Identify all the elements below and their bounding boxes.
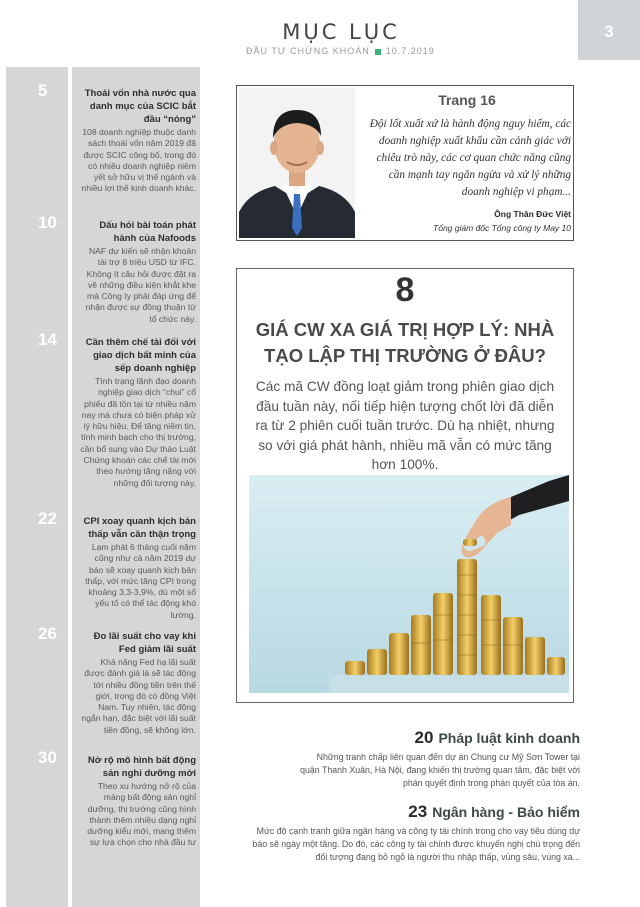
- article-heading[interactable]: [296, 728, 580, 748]
- cover-page-number: 8: [395, 271, 415, 309]
- green-square-icon: [375, 49, 381, 55]
- toc-description: Khả năng Fed hạ lãi suất được đánh giá là sẽ tác động tới nhiều đồng tiền trên thế giới, trong đó có đồng Việt Nam. Tuy nhiên, tác động ngắn hạn, đặc biệt với lãi suất tiền đồng, sẽ không lớn.: [81, 657, 196, 735]
- article-item[interactable]: [240, 802, 580, 864]
- toc-page-number: 10: [38, 213, 57, 232]
- cover-headline[interactable]: GIÁ CW XA GIÁ TRỊ HỢP LÝ: NHÀ TẠO LẬP THỊ TRƯỜNG Ở ĐÂU?: [255, 319, 555, 366]
- toc-title[interactable]: Cần thêm chế tài đối với giao dịch bất minh của sếp doanh nghiệp: [85, 337, 196, 374]
- cover-story-box[interactable]: [236, 268, 574, 703]
- toc-title[interactable]: Đo lãi suất cho vay khi Fed giảm lãi suất: [93, 631, 196, 655]
- featured-quote-box[interactable]: [236, 85, 574, 241]
- featured-page-label[interactable]: Trang 16: [438, 92, 496, 108]
- featured-person-role: Tổng giám đốc Tổng công ty May 10: [433, 223, 571, 233]
- toc-page-number: 14: [38, 330, 57, 349]
- article-section: Ngân hàng - Bảo hiểm: [432, 804, 580, 820]
- page-title: MỤC LỤC: [282, 20, 400, 44]
- article-heading[interactable]: [240, 802, 580, 822]
- publication-name: ĐẦU TƯ CHỨNG KHOÁN: [246, 46, 370, 56]
- page-number: 3: [578, 0, 640, 60]
- toc-page-number: 26: [38, 624, 57, 643]
- article-page-number: 20: [414, 728, 434, 747]
- article-description: Những tranh chấp liên quan đến dự án Chung cư Mỹ Sơn Tower tại quận Thanh Xuân, Hà Nội, đang khiến thị trường quan tâm, đặc biệt với phán quyết định trong phán quyết của tòa án.: [300, 752, 580, 788]
- sidebar-divider: [68, 67, 72, 907]
- featured-quote-text: Đội lốt xuất xứ là hành động nguy hiểm, các doanh nghiệp xuất khẩu cần cảnh giác với chiêu trò này, các cơ quan chức năng cũng cần mạnh tay ngăn ngừa và xử lý những doanh nghiệp vi phạm...: [369, 118, 571, 198]
- toc-title[interactable]: Thoái vốn nhà nước qua danh mục của SCIC bắt đầu “nóng”: [84, 88, 196, 125]
- toc-page-number: 30: [38, 748, 57, 767]
- toc-title[interactable]: CPI xoay quanh kịch bản thấp vẫn cần thận trọng: [83, 516, 196, 540]
- toc-description: NAF dự kiến sẽ nhận khoản tài trợ 8 triệu USD từ IFC. Không ít câu hỏi được đặt ra về những điều kiện khắt khe mà Công ty phải đáp ứng để nhận được sự đồng thuận từ tổ chức này.: [85, 246, 196, 324]
- toc-description: Lạm phát 6 tháng cuối năm cũng như cả năm 2019 dự báo sẽ xoay quanh kịch bản thấp, với mức tăng CPI trong khoảng 3,3-3,9%, dù một số yếu tố có thể tác động khó lường.: [85, 542, 196, 620]
- toc-description: 108 doanh nghiệp thuộc danh sách thoái vốn năm 2019 đã được SCIC công bố, trong đó có nhiều doanh nghiệp niêm yết sở hữu vị thế ngành và nhiều lợi thế kinh doanh khác.: [81, 127, 196, 194]
- toc-page-number: 22: [38, 509, 57, 528]
- toc-title[interactable]: Nở rộ mô hình bất động sản nghỉ dưỡng mới: [87, 755, 196, 779]
- cover-lead-text: Các mã CW đồng loạt giảm trong phiên giao dịch đầu tuần này, nối tiếp hiện tượng chốt lời đã diễn ra từ 2 phiên cuối tuần trước. Dù hạ nhiệt, nhưng so với giá phát hành, nhiều mã vẫn có mức tăng hơn 100%.: [255, 379, 555, 472]
- toc-description: Tình trạng lãnh đạo doanh nghiệp giao dịch “chui” cổ phiếu đã tồn tại từ nhiều năm nay mà chưa có biện pháp xử lý hữu hiệu. Để tăng niềm tin, tính minh bạch cho thị trường, cần bổ sung vào Dự thảo Luật Chứng khoán các chế tài mới theo hướng tăng nặng với những đối tượng này.: [80, 376, 196, 488]
- issue-date: 10.7.2019: [385, 46, 435, 56]
- toc-page-number: 5: [38, 81, 48, 100]
- article-item[interactable]: [296, 728, 580, 790]
- toc-description: Theo xu hướng nở rộ của mảng bất động sản nghỉ dưỡng, thị trường cũng hình thành thêm nhiều dạng nghỉ dưỡng kiểu mới, mang thêm sự lựa chọn cho nhà đầu tư: [87, 781, 196, 848]
- masthead-line: [246, 46, 435, 56]
- coin-stacks-photo: [249, 475, 569, 693]
- article-page-number: 23: [408, 802, 428, 821]
- toc-title[interactable]: Dấu hỏi bài toán phát hành của Nafoods: [99, 220, 196, 244]
- article-section: Pháp luật kinh doanh: [438, 730, 580, 746]
- portrait-photo: [239, 88, 355, 238]
- article-description: Mức độ cạnh tranh giữa ngân hàng và công ty tài chính trong cho vay tiêu dùng dự báo sẽ ngày một tăng. Do đó, các công ty tài chính được khuyến nghị chú trọng đến đối tượng đang bỏ ngỏ là người thu nhập thấp, vùng sâu, vùng xa...: [252, 826, 580, 862]
- toc-sidebar: [6, 67, 200, 907]
- featured-person-name: Ông Thân Đức Việt: [494, 209, 571, 219]
